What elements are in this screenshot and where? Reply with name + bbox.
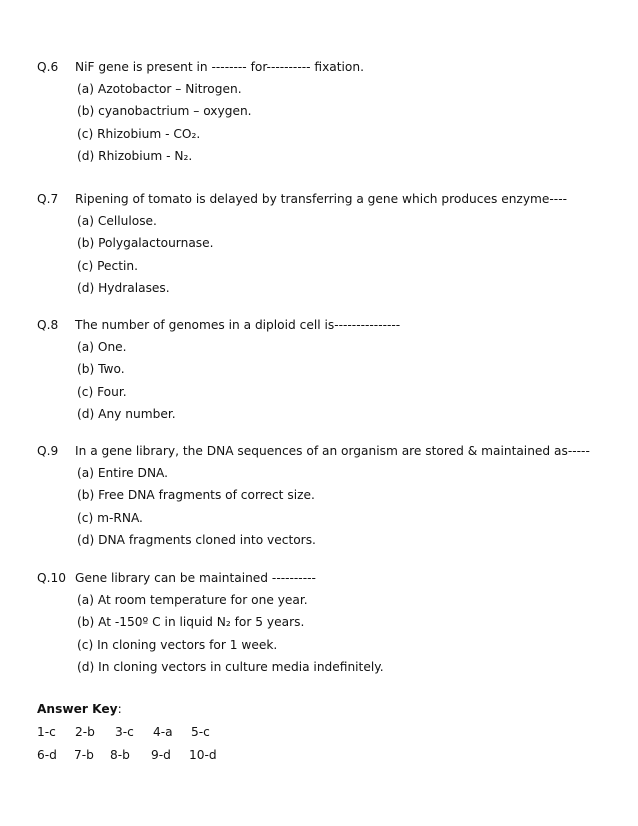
answer-item: 5-c <box>191 725 210 739</box>
question-8 <box>37 314 627 425</box>
option-c: (c) Four. <box>77 384 127 399</box>
question-10 <box>37 567 627 678</box>
question-text: In a gene library, the DNA sequences of an organism are stored & maintained as----- <box>75 444 590 458</box>
option-b: (b) Polygalactournase. <box>77 236 214 251</box>
answer-item: 4-a <box>153 725 173 739</box>
option-d: (d) In cloning vectors in culture media indefinitely. <box>77 659 384 674</box>
option-d: (d) Hydralases. <box>77 280 170 295</box>
answer-item: 2-b <box>75 725 95 739</box>
question-line <box>37 567 627 589</box>
option-a: (a) Azotobactor – Nitrogen. <box>77 82 242 96</box>
option-d: (d) DNA fragments cloned into vectors. <box>77 532 316 547</box>
answer-key-row-2 <box>37 744 217 767</box>
option-b: (b) Free DNA fragments of correct size. <box>77 488 315 503</box>
question-line <box>37 314 627 336</box>
answer-item: 8-b <box>110 747 130 762</box>
option-d: (d) Any number. <box>77 406 176 421</box>
option-b: (b) At -150º C in liquid N₂ for 5 years. <box>77 615 305 630</box>
answer-key <box>37 697 217 766</box>
question-text: The number of genomes in a diploid cell is--------------- <box>75 318 401 332</box>
question-text: Ripening of tomato is delayed by transferring a gene which produces enzyme---- <box>75 192 567 206</box>
answer-item: 7-b <box>74 747 94 762</box>
answer-item: 1-c <box>37 725 56 739</box>
question-line <box>37 56 627 78</box>
question-9 <box>37 440 627 551</box>
question-text: NiF gene is present in -------- for---------- fixation. <box>75 60 364 74</box>
option-a: (a) One. <box>77 340 127 354</box>
answer-key-colon: : <box>117 702 122 716</box>
answer-key-heading <box>37 697 217 721</box>
question-number: Q.9 <box>37 444 59 458</box>
question-number: Q.10 <box>37 571 66 585</box>
option-a: (a) At room temperature for one year. <box>77 593 308 607</box>
option-c: (c) In cloning vectors for 1 week. <box>77 637 278 652</box>
option-c: (c) Rhizobium - CO₂. <box>77 126 201 141</box>
answer-key-title: Answer Key <box>37 702 118 716</box>
option-d: (d) Rhizobium - N₂. <box>77 148 193 163</box>
option-c: (c) Pectin. <box>77 258 138 273</box>
option-a: (a) Cellulose. <box>77 214 157 228</box>
question-line <box>37 188 627 210</box>
question-7 <box>37 188 627 299</box>
question-number: Q.7 <box>37 192 59 206</box>
answer-item: 9-d <box>151 747 171 762</box>
question-line <box>37 440 627 462</box>
question-number: Q.8 <box>37 318 59 332</box>
option-b: (b) Two. <box>77 362 125 377</box>
question-number: Q.6 <box>37 60 59 74</box>
question-6 <box>37 56 627 167</box>
option-b: (b) cyanobactrium – oxygen. <box>77 104 252 119</box>
answer-item: 3-c <box>115 725 134 739</box>
answer-item: 10-d <box>189 747 217 762</box>
question-text: Gene library can be maintained ---------- <box>75 571 316 585</box>
answer-item: 6-d <box>37 747 57 762</box>
option-a: (a) Entire DNA. <box>77 466 169 480</box>
answer-key-row-1 <box>37 721 217 744</box>
option-c: (c) m-RNA. <box>77 510 143 525</box>
